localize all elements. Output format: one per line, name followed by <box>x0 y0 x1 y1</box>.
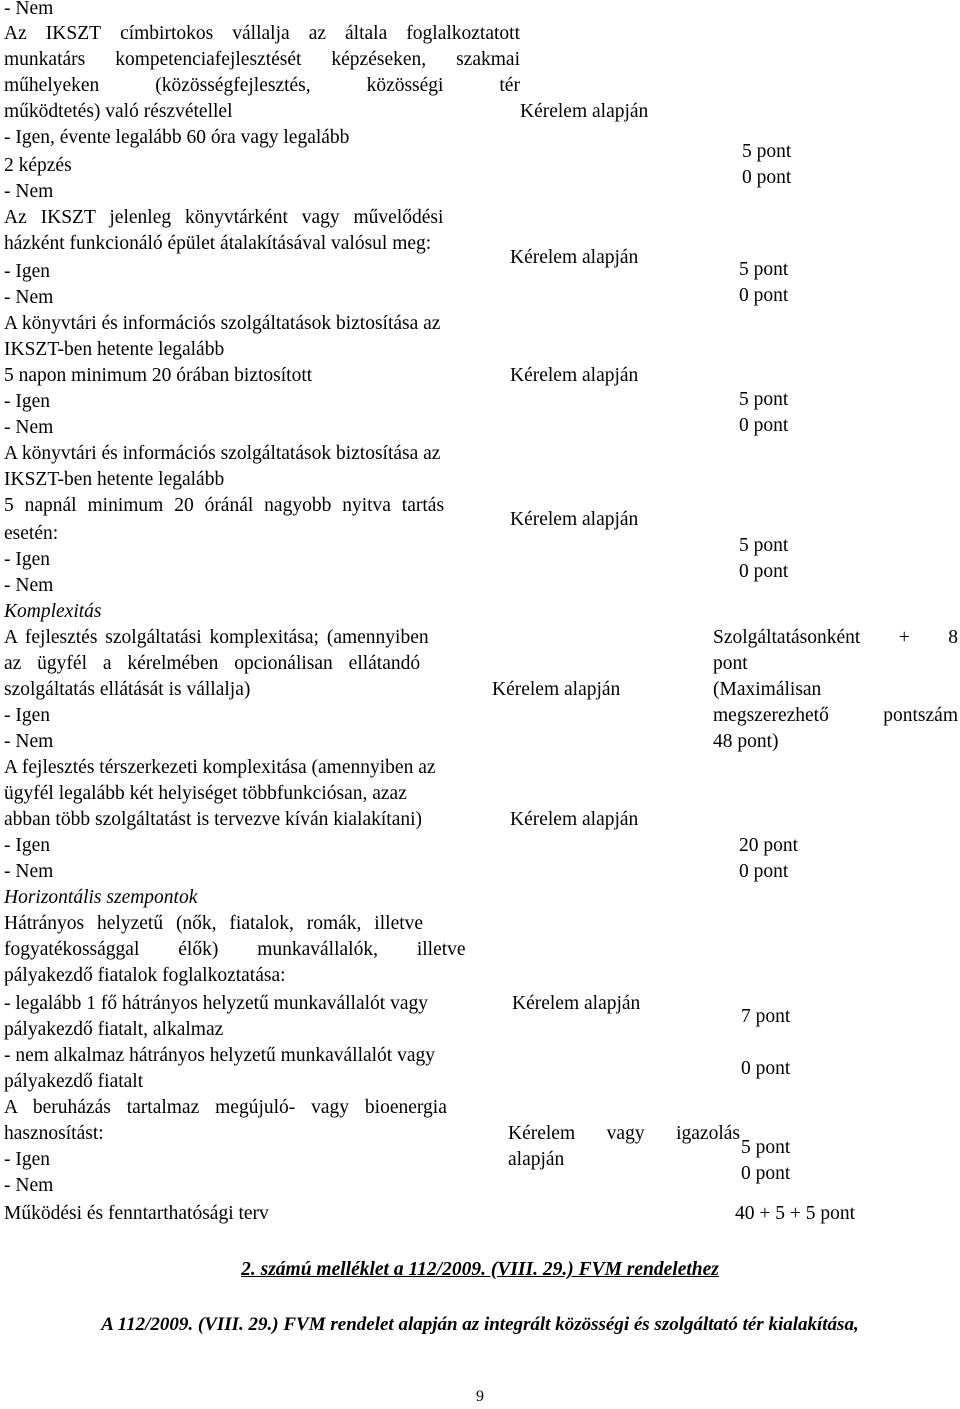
word: (közösségfejlesztés, <box>155 75 311 96</box>
word: általa <box>345 23 388 44</box>
word: vállalja <box>232 23 290 44</box>
points: 20 pont <box>739 835 799 856</box>
proof-method: Kérelem alapján <box>492 679 621 700</box>
points: 5 pont <box>739 389 789 410</box>
points: 0 pont <box>741 1163 791 1184</box>
word: Az <box>4 23 27 44</box>
criterion-text: esetén: <box>4 523 59 544</box>
criterion-text: A fejlesztés térszerkezeti komplexitása (amennyiben az <box>4 757 436 778</box>
proof-method <box>508 1123 740 1145</box>
service-points-word: pont <box>713 653 748 674</box>
option-igen: - Igen <box>4 705 51 726</box>
criterion-text: házként funkcionáló épület átalakításával valósul meg: <box>4 233 432 254</box>
service-points-word: 8 <box>948 627 958 648</box>
criterion-text: A könyvtári és információs szolgáltatások biztosítása az <box>4 443 441 464</box>
service-points-word: (Maximálisan <box>713 679 822 700</box>
proof-method: Kérelem alapján <box>510 365 639 386</box>
criterion-text: IKSZT-ben hetente legalább <box>4 339 225 360</box>
proof-method: Kérelem alapján <box>510 247 639 268</box>
option-nem: - Nem <box>4 1175 54 1196</box>
criterion-text: működtetés) való részvétellel <box>4 101 233 122</box>
word: foglalkoztatott <box>406 23 520 44</box>
option-text: - legalább 1 fő hátrányos helyzetű munkavállalót vagy <box>4 993 428 1014</box>
criterion-text: Hátrányos helyzetű (nők, fiatalok, romák, illetve <box>4 913 424 934</box>
word: címbirtokos <box>120 23 214 44</box>
option-igen: - Igen <box>4 261 51 282</box>
criterion-text: pályakezdő fiatalok foglalkoztatása: <box>4 965 286 986</box>
criterion-text: ügyfél legalább két helyiséget többfunkciósan, azaz <box>4 783 407 804</box>
criterion-text: A könyvtári és információs szolgáltatások biztosítása az <box>4 313 441 334</box>
option-nem: - Nem <box>4 861 54 882</box>
word: IKSZT <box>45 23 102 44</box>
points: 5 pont <box>741 1137 791 1158</box>
proof-method: Kérelem alapján <box>510 809 639 830</box>
option-nem: - Nem <box>4 287 54 308</box>
points: 0 pont <box>739 285 789 306</box>
criterion-text <box>4 23 520 45</box>
option-text: - nem alkalmaz hátrányos helyzetű munkavállalót vagy <box>4 1045 436 1066</box>
criterion-text: az ügyfél a kérelmében opcionálisan ellátandó <box>4 653 421 674</box>
criterion-text: fogyatékossággal élők) munkavállalók, illetve <box>4 939 466 960</box>
proof-method: Kérelem alapján <box>520 101 649 122</box>
option-igen: - Igen <box>4 549 51 570</box>
criterion-text: hasznosítást: <box>4 1123 104 1144</box>
criterion-text <box>4 75 520 97</box>
criterion-text: A fejlesztés szolgáltatási komplexitása; (amennyiben <box>4 627 429 648</box>
proof-word: igazolás <box>676 1123 740 1144</box>
option-igen: - Igen, évente legalább 60 óra vagy legalább <box>4 127 350 148</box>
criterion-text: 5 napnál minimum 20 óránál nagyobb nyitva tartás <box>4 495 445 516</box>
annex-title: 2. számú melléklet a 112/2009. (VIII. 29.) FVM rendelethez <box>241 1259 719 1280</box>
option-nem: - Nem <box>4 181 54 202</box>
word: az <box>308 23 326 44</box>
criterion-text: IKSZT-ben hetente legalább <box>4 469 225 490</box>
option-igen: - Igen <box>4 391 51 412</box>
option-text: pályakezdő fiatalt, alkalmaz <box>4 1019 224 1040</box>
option-nem: - Nem <box>4 417 54 438</box>
criterion-text <box>4 49 520 71</box>
proof-word: alapján <box>508 1149 565 1170</box>
service-points-word: megszerezhető <box>713 705 829 726</box>
word: képzéseken, <box>331 49 427 70</box>
points: 5 pont <box>742 141 792 162</box>
criterion-text: A beruházás tartalmaz megújuló- vagy bioenergia <box>4 1097 447 1118</box>
points: 40 + 5 + 5 pont <box>735 1203 856 1224</box>
service-points-word: + <box>898 627 910 648</box>
proof-word: Kérelem <box>508 1123 576 1144</box>
option-nem: - Nem <box>4 575 54 596</box>
proof-method: Kérelem alapján <box>512 993 641 1014</box>
annex-subtitle: A 112/2009. (VIII. 29.) FVM rendelet alapján az integrált közösségi és szolgáltató tér kialakítása, <box>101 1314 859 1335</box>
service-points-word: pontszám <box>883 705 958 726</box>
criterion-text: 5 napon minimum 20 órában biztosított <box>4 365 313 386</box>
word: munkatárs <box>4 49 86 70</box>
criterion-text: abban több szolgáltatást is tervezve kíván kialakítani) <box>4 809 423 830</box>
section-heading: Horizontális szempontok <box>4 887 198 908</box>
option-text: pályakezdő fiatalt <box>4 1071 144 1092</box>
word: szakmai <box>456 49 520 70</box>
service-points-word: Szolgáltatásonként <box>713 627 861 648</box>
option-igen: - Igen <box>4 1149 51 1170</box>
points: 0 pont <box>739 415 789 436</box>
word: műhelyeken <box>4 75 100 96</box>
word: kompetenciafejlesztését <box>115 49 302 70</box>
proof-method: Kérelem alapján <box>510 509 639 530</box>
points: 0 pont <box>741 1058 791 1079</box>
option-nem: - Nem <box>4 0 54 19</box>
points: 0 pont <box>742 167 792 188</box>
service-points-word: 48 pont) <box>713 731 779 752</box>
points: 5 pont <box>739 535 789 556</box>
page-number: 9 <box>476 1388 484 1405</box>
criterion-text: Az IKSZT jelenleg könyvtárként vagy művelődési <box>4 207 444 228</box>
word: közösségi <box>366 75 444 96</box>
service-points <box>713 627 958 649</box>
criterion-text: 2 képzés <box>4 155 72 176</box>
proof-word: vagy <box>606 1123 645 1144</box>
points: 0 pont <box>739 561 789 582</box>
option-nem: - Nem <box>4 731 54 752</box>
criterion-text: szolgáltatás ellátását is vállalja) <box>4 679 251 700</box>
service-points <box>713 705 958 727</box>
word: tér <box>499 75 520 96</box>
points: 5 pont <box>739 259 789 280</box>
option-igen: - Igen <box>4 835 51 856</box>
points: 7 pont <box>741 1006 791 1027</box>
section-heading: Komplexitás <box>4 601 102 622</box>
points: 0 pont <box>739 861 789 882</box>
criterion-text: Működési és fenntarthatósági terv <box>4 1203 269 1224</box>
